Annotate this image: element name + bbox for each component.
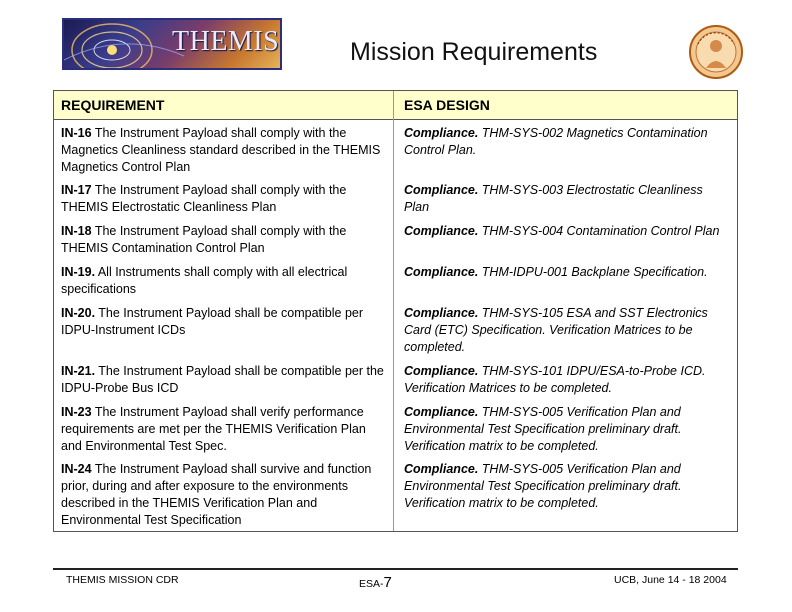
design-text: THM-SYS-004 Contamination Control Plan xyxy=(478,224,720,238)
requirement-text: The Instrument Payload shall comply with the THEMIS Electrostatic Cleanliness Plan xyxy=(61,183,347,214)
design-cell xyxy=(404,223,729,240)
compliance-label: Compliance. xyxy=(404,224,479,238)
design-text: THM-SYS-005 Verification Plan and Environmental Test Specification preliminary draft. Verification matrix to be completed. xyxy=(404,405,682,453)
requirement-id: IN-24 xyxy=(61,462,92,476)
logo-text: THEMIS xyxy=(172,26,280,57)
page-title: Mission Requirements xyxy=(350,38,598,66)
design-text: THM-IDPU-001 Backplane Specification. xyxy=(478,265,708,279)
design-text: THM-SYS-003 Electrostatic Cleanliness Plan xyxy=(404,183,703,214)
table-row xyxy=(54,399,737,456)
requirement-id: IN-16 xyxy=(61,126,92,140)
footer-rule xyxy=(53,568,738,570)
design-cell xyxy=(404,182,729,216)
requirement-text: The Instrument Payload shall comply with the THEMIS Contamination Control Plan xyxy=(61,224,347,255)
compliance-label: Compliance. xyxy=(404,364,479,378)
requirement-text: The Instrument Payload shall be compatible per the IDPU-Probe Bus ICD xyxy=(61,364,384,395)
requirement-text: The Instrument Payload shall verify performance requirements are met per the THEMIS Verification Plan and Environmental Test Spec. xyxy=(61,405,366,453)
requirement-id: IN-18 xyxy=(61,224,92,238)
design-cell xyxy=(404,125,729,159)
header-requirement: REQUIREMENT xyxy=(61,97,165,113)
compliance-label: Compliance. xyxy=(404,265,479,279)
requirement-id: IN-23 xyxy=(61,405,92,419)
design-text: THM-SYS-005 Verification Plan and Environmental Test Specification preliminary draft. Verification matrix to be completed. xyxy=(404,462,682,510)
requirement-text: The Instrument Payload shall comply with the Magnetics Cleanliness standard described in the THEMIS Magnetics Control Plan xyxy=(61,126,381,174)
design-text: THM-SYS-105 ESA and SST Electronics Card (ETC) Specification. Verification Matrices to be completed. xyxy=(404,306,708,354)
requirement-cell xyxy=(61,125,386,176)
design-cell xyxy=(404,404,729,455)
table-row xyxy=(54,120,737,177)
compliance-label: Compliance. xyxy=(404,126,479,140)
requirement-text: All Instruments shall comply with all electrical specifications xyxy=(61,265,348,296)
requirement-cell xyxy=(61,363,386,397)
design-cell xyxy=(404,363,729,397)
table-row xyxy=(54,456,737,531)
table-header-row xyxy=(54,91,737,120)
footer-right: UCB, June 14 - 18 2004 xyxy=(614,574,727,586)
requirements-table xyxy=(53,90,738,532)
requirement-cell xyxy=(61,182,386,216)
design-text: THM-SYS-002 Magnetics Contamination Control Plan. xyxy=(404,126,708,157)
footer-page-prefix: ESA- xyxy=(359,578,384,590)
requirement-id: IN-21. xyxy=(61,364,96,378)
compliance-label: Compliance. xyxy=(404,306,479,320)
table-row xyxy=(54,259,737,299)
footer-left: THEMIS MISSION CDR xyxy=(66,574,179,586)
requirement-cell xyxy=(61,404,386,455)
requirement-cell xyxy=(61,264,386,298)
design-cell xyxy=(404,461,729,512)
table-row xyxy=(54,218,737,258)
footer-page-number: 7 xyxy=(383,574,392,591)
table-row xyxy=(54,300,737,357)
requirement-text: The Instrument Payload shall be compatible per IDPU-Instrument ICDs xyxy=(61,306,364,337)
footer-page xyxy=(359,574,392,591)
compliance-label: Compliance. xyxy=(404,183,479,197)
requirement-text: The Instrument Payload shall survive and function prior, during and after exposure to the environments described in the THEMIS Verification Plan and Environmental Test Specification xyxy=(61,462,372,527)
themis-seal-icon xyxy=(688,24,744,80)
design-text: THM-SYS-101 IDPU/ESA-to-Probe ICD. Verification Matrices to be completed. xyxy=(404,364,706,395)
requirement-cell xyxy=(61,223,386,257)
header-esa-design: ESA DESIGN xyxy=(404,97,490,113)
requirement-id: IN-17 xyxy=(61,183,92,197)
compliance-label: Compliance. xyxy=(404,462,479,476)
compliance-label: Compliance. xyxy=(404,405,479,419)
themis-logo xyxy=(62,18,282,70)
requirement-cell xyxy=(61,305,386,339)
requirement-id: IN-20. xyxy=(61,306,96,320)
design-cell xyxy=(404,264,729,281)
table-row xyxy=(54,358,737,398)
design-cell xyxy=(404,305,729,356)
table-row xyxy=(54,177,737,217)
requirement-cell xyxy=(61,461,386,529)
requirement-id: IN-19. xyxy=(61,265,96,279)
